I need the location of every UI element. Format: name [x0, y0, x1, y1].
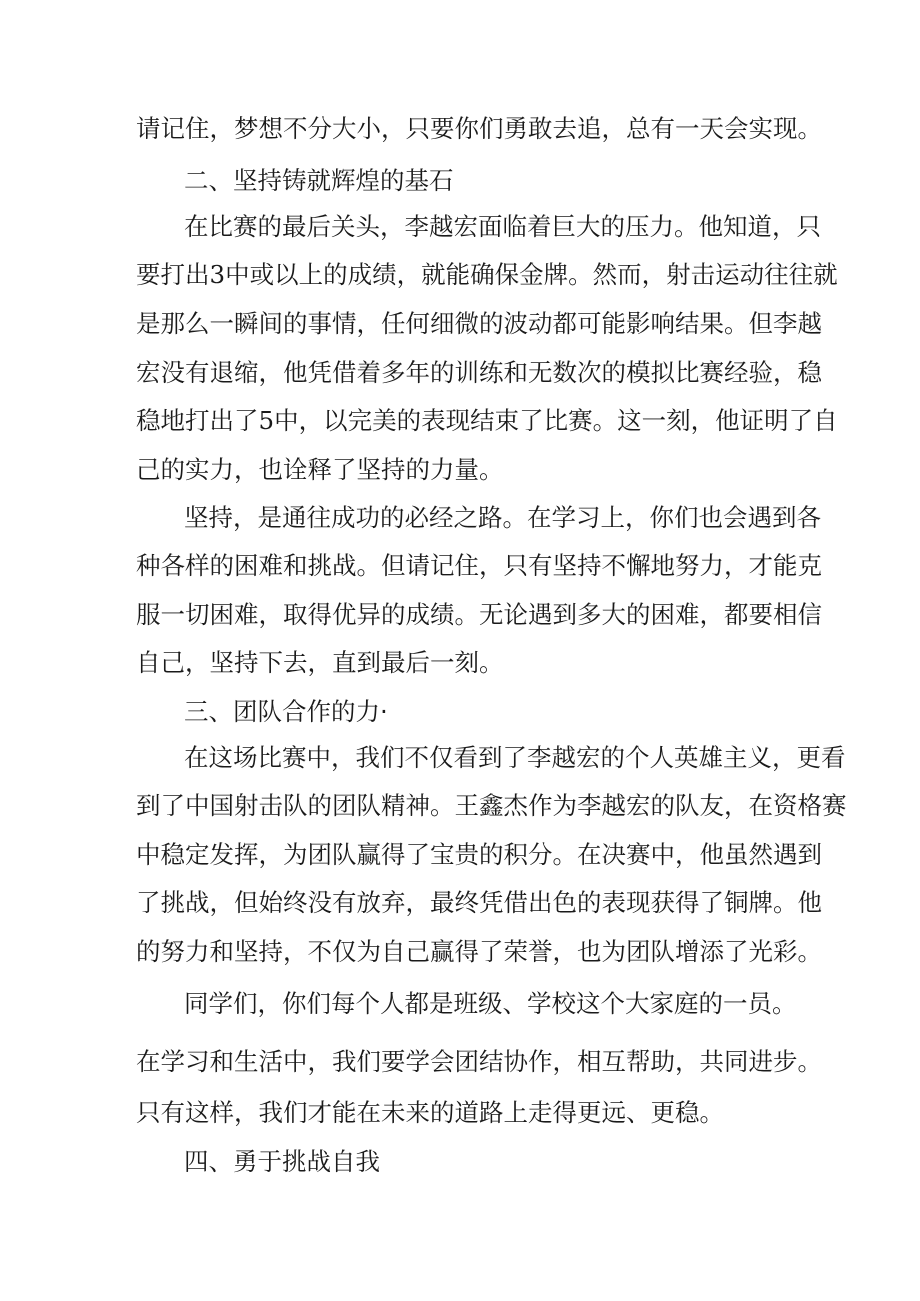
paragraph-line: 的努力和坚持，不仅为自己赢得了荣誉，也为团队增添了光彩。 — [136, 937, 822, 966]
section-heading-4: 四、勇于挑战自我 — [184, 1147, 380, 1176]
paragraph-line: 宏没有退缩，他凭借着多年的训练和无数次的模拟比赛经验，稳 — [136, 358, 822, 387]
section-heading-2: 二、坚持铸就辉煌的基石 — [184, 166, 454, 195]
paragraph-line: 请记住，梦想不分大小，只要你们勇敢去追，总有一天会实现。 — [136, 114, 822, 143]
paragraph-line: 自己，坚持下去，直到最后一刻。 — [136, 648, 504, 677]
paragraph-line: 种各样的困难和挑战。但请记住，只有坚持不懈地努力，才能克 — [136, 551, 822, 580]
paragraph-line: 在比赛的最后关头，李越宏面临着巨大的压力。他知道，只 — [184, 212, 821, 241]
paragraph-line: 坚持，是通往成功的必经之路。在学习上，你们也会遇到各 — [184, 503, 821, 532]
paragraph-line: 只有这样，我们才能在未来的道路上走得更远、更稳。 — [136, 1098, 724, 1127]
paragraph-line: 稳地打出了5中，以完美的表现结束了比赛。这一刻，他证明了自 — [136, 406, 838, 435]
paragraph-line: 到了中国射击队的团队精神。王鑫杰作为李越宏的队友，在资格赛 — [136, 791, 847, 820]
paragraph-line: 服一切困难，取得优异的成绩。无论遇到多大的困难，都要相信 — [136, 600, 822, 629]
paragraph-line: 中稳定发挥，为团队赢得了宝贵的积分。在决赛中，他虽然遇到 — [136, 840, 822, 869]
paragraph-line: 在这场比赛中，我们不仅看到了李越宏的个人英雄主义，更看 — [184, 743, 846, 772]
paragraph-line: 是那么一瞬间的事情，任何细微的波动都可能影响结果。但李越 — [136, 309, 822, 338]
section-heading-3: 三、团队合作的力· — [184, 697, 388, 726]
paragraph-line: 己的实力，也诠释了坚持的力量。 — [136, 455, 504, 484]
paragraph-line: 同学们，你们每个人都是班级、学校这个大家庭的一员。 — [184, 989, 797, 1018]
paragraph-line: 了挑战，但始终没有放弃，最终凭借出色的表现获得了铜牌。他 — [136, 888, 822, 917]
paragraph-line: 要打出3中或以上的成绩，就能确保金牌。然而，射击运动往往就 — [136, 260, 838, 289]
paragraph-line: 在学习和生活中，我们要学会团结协作，相互帮助，共同进步。 — [136, 1047, 822, 1076]
